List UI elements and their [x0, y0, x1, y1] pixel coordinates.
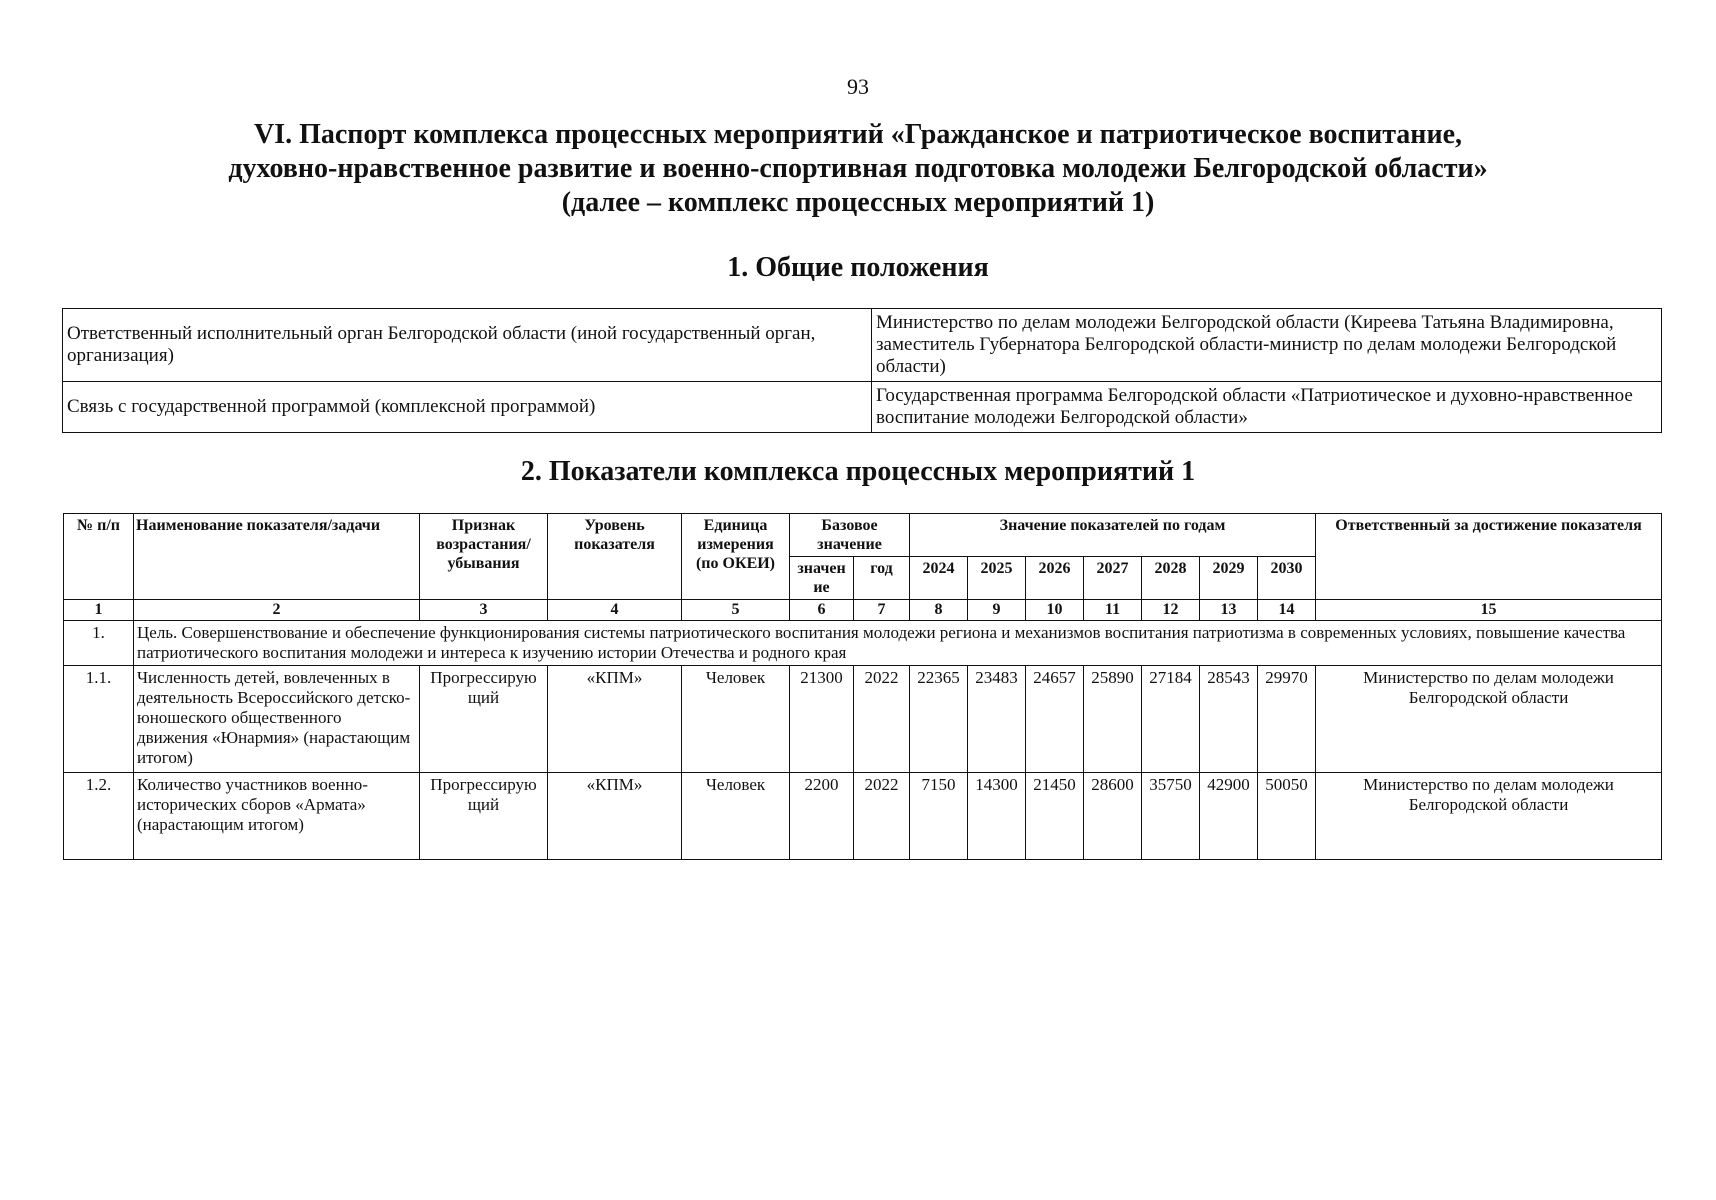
year-value: 23483 [968, 666, 1026, 773]
col-header-year: 2026 [1026, 557, 1084, 600]
general-provisions-table [62, 308, 1662, 433]
col-header-base: Базовое значение [790, 514, 910, 557]
year-value: 24657 [1026, 666, 1084, 773]
title-line-3: (далее – комплекс процессных мероприятий 1) [561, 187, 1155, 218]
section2-heading: 2. Показатели комплекса процессных мероприятий 1 [520, 456, 1196, 487]
program-link-value: Государственная программа Белгородской области «Патриотическое и духовно-нравственное воспитание молодежи Белгородской области» [872, 382, 1662, 433]
indicator-sign: Прогрессирую щий [420, 773, 548, 860]
responsible-body: Министерство по делам молодежи Белгородской области [1316, 666, 1662, 773]
col-header-name: Наименование показателя/задачи [134, 514, 420, 600]
col-header-sign: Признак возрастания/ убывания [420, 514, 548, 600]
table-row [64, 773, 1662, 860]
table-row [63, 309, 1662, 382]
col-header-year: 2025 [968, 557, 1026, 600]
base-value: 2200 [790, 773, 854, 860]
column-number: 8 [910, 600, 968, 621]
base-year: 2022 [854, 773, 910, 860]
column-number: 7 [854, 600, 910, 621]
title-line-2: духовно-нравственное развитие и военно-спортивная подготовка молодежи Белгородской области» [228, 153, 1488, 184]
col-header-year: 2029 [1200, 557, 1258, 600]
program-link-label: Связь с государственной программой (комплексной программой) [63, 382, 872, 433]
indicator-unit: Человек [682, 773, 790, 860]
base-value: 21300 [790, 666, 854, 773]
column-number: 4 [548, 600, 682, 621]
table-row [63, 382, 1662, 433]
indicators-table [63, 513, 1662, 860]
col-header-year: 2024 [910, 557, 968, 600]
year-value: 29970 [1258, 666, 1316, 773]
indicator-unit: Человек [682, 666, 790, 773]
column-number: 13 [1200, 600, 1258, 621]
col-header-years-group: Значение показателей по годам [910, 514, 1316, 557]
col-header-responsible: Ответственный за достижение показателя [1316, 514, 1662, 600]
column-number: 5 [682, 600, 790, 621]
goal-row [64, 621, 1662, 666]
column-number: 3 [420, 600, 548, 621]
column-number: 6 [790, 600, 854, 621]
column-number-row [64, 600, 1662, 621]
year-value: 22365 [910, 666, 968, 773]
goal-text: Цель. Совершенствование и обеспечение функционирования системы патриотического воспитания молодежи региона и механизмов воспитания патриотизма в современных условиях, повышение качества патриотического воспитания молодежи и интереса к изучению истории Отечества и родного края [134, 621, 1662, 666]
year-value: 21450 [1026, 773, 1084, 860]
year-value: 7150 [910, 773, 968, 860]
year-value: 50050 [1258, 773, 1316, 860]
table-row [64, 666, 1662, 773]
col-header-year: 2028 [1142, 557, 1200, 600]
year-value: 42900 [1200, 773, 1258, 860]
year-value: 27184 [1142, 666, 1200, 773]
page-number: 93 [847, 74, 869, 99]
column-number: 12 [1142, 600, 1200, 621]
indicator-level: «КПМ» [548, 666, 682, 773]
column-number: 15 [1316, 600, 1662, 621]
year-value: 25890 [1084, 666, 1142, 773]
column-number: 9 [968, 600, 1026, 621]
col-header-num: № п/п [64, 514, 134, 600]
responsible-body-label: Ответственный исполнительный орган Белгородской области (иной государственный орган, организация) [63, 309, 872, 382]
col-header-year: 2027 [1084, 557, 1142, 600]
col-header-unit: Единица измерения (по ОКЕИ) [682, 514, 790, 600]
col-header-year: 2030 [1258, 557, 1316, 600]
column-number: 11 [1084, 600, 1142, 621]
responsible-body: Министерство по делам молодежи Белгородской области [1316, 773, 1662, 860]
goal-num: 1. [64, 621, 134, 666]
indicator-name: Количество участников военно-исторических сборов «Армата» (нарастающим итогом) [134, 773, 420, 860]
column-number: 1 [64, 600, 134, 621]
section1-heading: 1. Общие положения [727, 252, 989, 283]
column-number: 2 [134, 600, 420, 621]
row-num: 1.2. [64, 773, 134, 860]
year-value: 28543 [1200, 666, 1258, 773]
col-header-level: Уровень показателя [548, 514, 682, 600]
indicator-name: Численность детей, вовлеченных в деятельность Всероссийского детско-юношеского общественного движения «Юнармия» (нарастающим итогом) [134, 666, 420, 773]
year-value: 14300 [968, 773, 1026, 860]
title-line-1: VI. Паспорт комплекса процессных мероприятий «Гражданское и патриотическое воспитание, [253, 119, 1463, 150]
document-title [120, 118, 1596, 220]
indicator-level: «КПМ» [548, 773, 682, 860]
base-year: 2022 [854, 666, 910, 773]
year-value: 28600 [1084, 773, 1142, 860]
responsible-body-value: Министерство по делам молодежи Белгородской области (Киреева Татьяна Владимировна, заместитель Губернатора Белгородской области-министр по делам молодежи Белгородской области) [872, 309, 1662, 382]
column-number: 10 [1026, 600, 1084, 621]
row-num: 1.1. [64, 666, 134, 773]
col-header-base-value: значен ие [790, 557, 854, 600]
indicator-sign: Прогрессирую щий [420, 666, 548, 773]
header-row [64, 514, 1662, 557]
col-header-base-year: год [854, 557, 910, 600]
year-value: 35750 [1142, 773, 1200, 860]
column-number: 14 [1258, 600, 1316, 621]
